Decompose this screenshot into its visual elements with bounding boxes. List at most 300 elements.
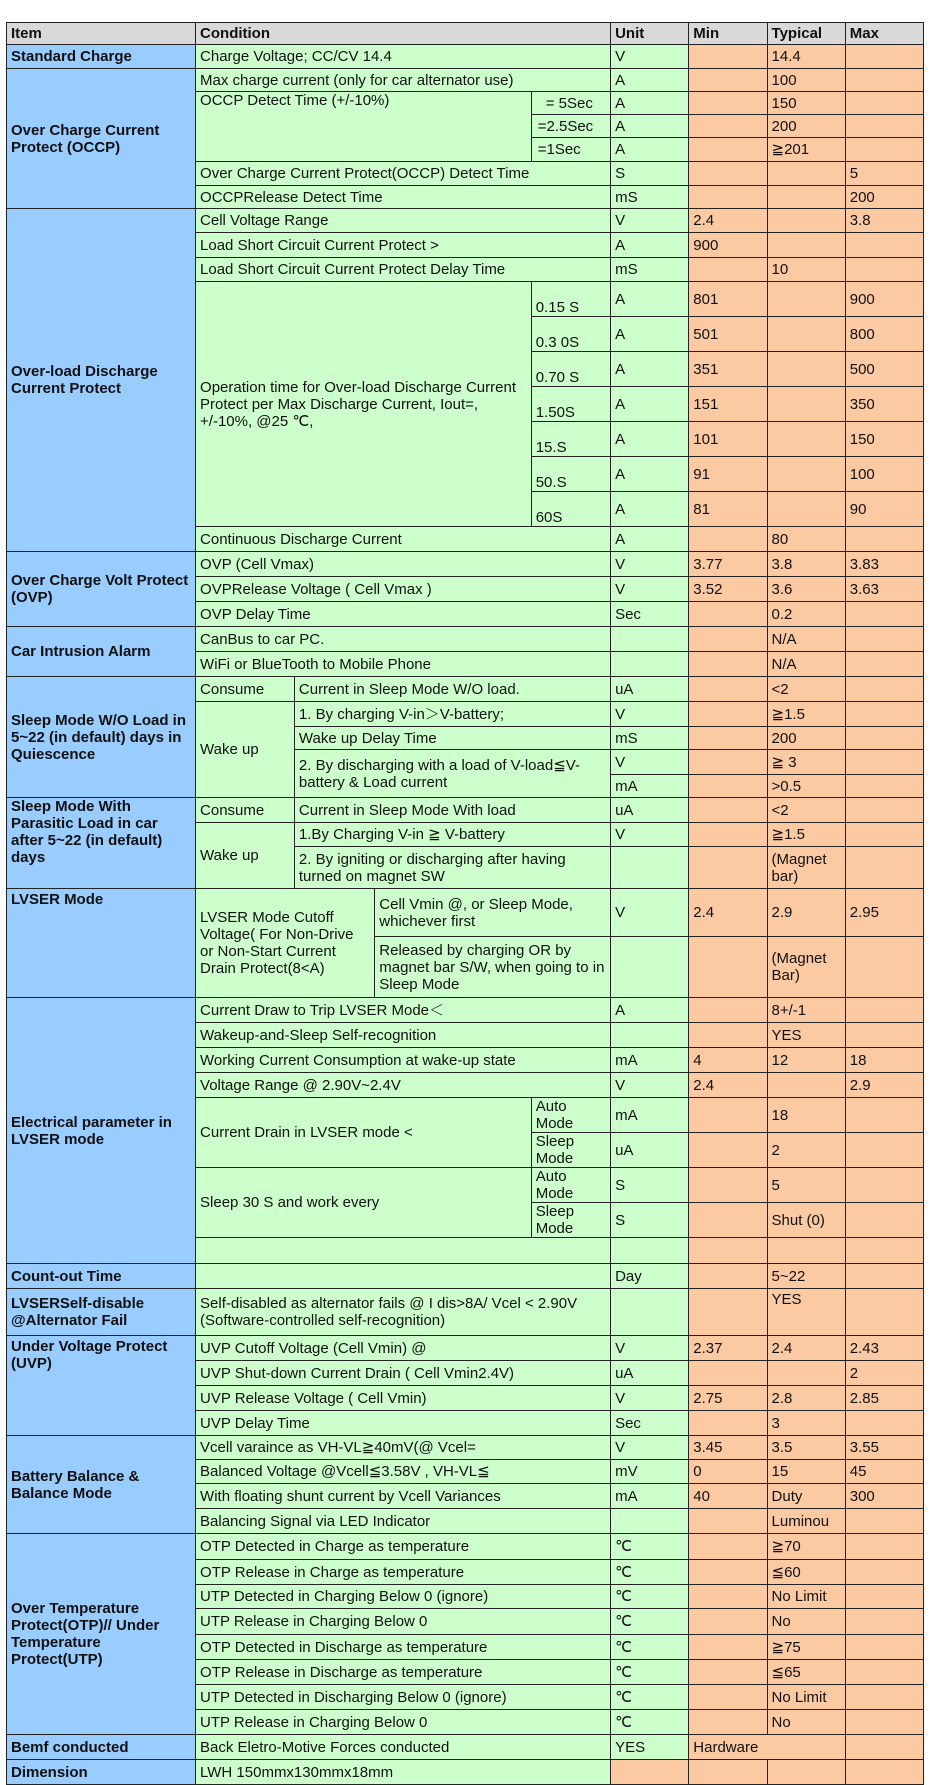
typical-cell: 14.4 bbox=[767, 45, 845, 69]
max-cell bbox=[845, 233, 923, 258]
unit-cell bbox=[611, 1509, 689, 1534]
unit-cell: Sec bbox=[611, 1411, 689, 1436]
max-cell bbox=[845, 823, 923, 847]
typical-cell: ≧70 bbox=[767, 1534, 845, 1560]
min-cell bbox=[689, 937, 767, 998]
unit-cell: A bbox=[611, 282, 689, 317]
typical-cell: Shut (0) bbox=[767, 1203, 845, 1238]
sub-condition-cell: Sleep Mode bbox=[531, 1133, 610, 1168]
table-row bbox=[7, 1336, 924, 1361]
max-cell: 2 bbox=[845, 1361, 923, 1386]
unit-cell: V bbox=[611, 1073, 689, 1098]
table-row bbox=[7, 627, 924, 652]
spec-table bbox=[6, 22, 924, 1785]
table-row bbox=[7, 1760, 924, 1785]
condition-cell: Continuous Discharge Current bbox=[196, 527, 611, 552]
max-cell bbox=[845, 1735, 923, 1760]
unit-cell: V bbox=[611, 577, 689, 602]
condition-cell: Current in Sleep Mode W/O load. bbox=[294, 677, 610, 702]
min-cell bbox=[689, 775, 767, 798]
max-cell bbox=[845, 1635, 923, 1660]
min-cell: 900 bbox=[689, 233, 767, 258]
max-cell bbox=[845, 1133, 923, 1168]
item-standard-charge: Standard Charge bbox=[7, 45, 196, 69]
min-cell bbox=[689, 1760, 767, 1785]
unit-cell: ℃ bbox=[611, 1685, 689, 1710]
typical-cell: 200 bbox=[767, 115, 845, 138]
item-car-intrusion-alarm: Car Intrusion Alarm bbox=[7, 627, 196, 677]
unit-cell: V bbox=[611, 750, 689, 775]
typical-cell: (Magnet Bar) bbox=[767, 937, 845, 998]
sub-condition-cell bbox=[531, 352, 610, 387]
min-cell bbox=[689, 1289, 767, 1336]
unit-cell bbox=[611, 847, 689, 889]
header-min: Min bbox=[689, 23, 767, 45]
wake-up-label: Wake up bbox=[196, 823, 295, 889]
unit-cell: A bbox=[611, 457, 689, 492]
unit-cell bbox=[611, 1023, 689, 1048]
typical-cell: ≧1.5 bbox=[767, 702, 845, 727]
max-cell: 2.43 bbox=[845, 1336, 923, 1361]
min-cell bbox=[689, 998, 767, 1023]
unit-cell: A bbox=[611, 115, 689, 138]
condition-cell: Current in Sleep Mode With load bbox=[294, 798, 610, 823]
max-cell bbox=[845, 775, 923, 798]
table-row bbox=[7, 1264, 924, 1289]
typical-cell bbox=[767, 492, 845, 527]
max-cell bbox=[845, 602, 923, 627]
typical-cell: 2.8 bbox=[767, 1386, 845, 1411]
sub-condition-cell bbox=[531, 492, 610, 527]
condition-cell: Load Short Circuit Current Protect > bbox=[196, 233, 611, 258]
min-cell bbox=[689, 627, 767, 652]
max-cell bbox=[845, 1760, 923, 1785]
sub-condition-cell bbox=[531, 317, 610, 352]
max-cell bbox=[845, 847, 923, 889]
typical-cell: ≧75 bbox=[767, 1635, 845, 1660]
condition-cell: 1.By Charging V-in ≧ V-battery bbox=[294, 823, 610, 847]
min-cell bbox=[689, 1710, 767, 1735]
max-cell bbox=[845, 1168, 923, 1203]
condition-cell: Current Draw to Trip LVSER Mode＜ bbox=[196, 998, 611, 1023]
max-cell bbox=[845, 1411, 923, 1436]
min-cell: 501 bbox=[689, 317, 767, 352]
sub-condition-value: 0.70 S bbox=[535, 369, 580, 386]
item-overload: Over-load Discharge Current Protect bbox=[7, 209, 196, 552]
sub-condition-value: 60S bbox=[535, 509, 563, 526]
unit-cell bbox=[611, 652, 689, 677]
condition-cell: OTP Detected in Charge as temperature bbox=[196, 1534, 611, 1560]
condition-cell: UTP Release in Charging Below 0 bbox=[196, 1710, 611, 1735]
condition-cell bbox=[196, 1264, 611, 1289]
unit-cell: A bbox=[611, 422, 689, 457]
table-row bbox=[7, 677, 924, 702]
max-cell: 800 bbox=[845, 317, 923, 352]
item-lvser-self-disable: LVSERSelf-disable @Alternator Fail bbox=[7, 1289, 196, 1336]
wake-up-label: Wake up bbox=[196, 702, 295, 798]
item-ovp: Over Charge Volt Protect (OVP) bbox=[7, 552, 196, 627]
consume-label: Consume bbox=[196, 798, 295, 823]
unit-cell: ℃ bbox=[611, 1560, 689, 1585]
min-cell bbox=[689, 186, 767, 209]
condition-cell: Wake up Delay Time bbox=[294, 727, 610, 750]
min-cell bbox=[689, 1635, 767, 1660]
condition-cell: Over Charge Current Protect(OCCP) Detect Time bbox=[196, 162, 611, 186]
unit-cell: A bbox=[611, 92, 689, 115]
min-cell bbox=[689, 1264, 767, 1289]
unit-cell: V bbox=[611, 1386, 689, 1411]
unit-cell: A bbox=[611, 352, 689, 387]
condition-cell: OVP Delay Time bbox=[196, 602, 611, 627]
item-lvser-mode: LVSER Mode bbox=[7, 889, 196, 998]
unit-cell: ℃ bbox=[611, 1660, 689, 1685]
min-cell bbox=[689, 527, 767, 552]
condition-cell: WiFi or BlueTooth to Mobile Phone bbox=[196, 652, 611, 677]
condition-cell: OTP Release in Discharge as temperature bbox=[196, 1660, 611, 1685]
min-cell: 801 bbox=[689, 282, 767, 317]
unit-cell: S bbox=[611, 1203, 689, 1238]
max-cell bbox=[845, 258, 923, 282]
typical-cell: 18 bbox=[767, 1098, 845, 1133]
max-cell: 2.85 bbox=[845, 1386, 923, 1411]
table-row bbox=[7, 552, 924, 577]
min-cell: 40 bbox=[689, 1484, 767, 1509]
unit-cell: ℃ bbox=[611, 1609, 689, 1635]
unit-cell: mS bbox=[611, 186, 689, 209]
condition-cell: 1. By charging V-in＞V-battery; bbox=[294, 702, 610, 727]
unit-cell: V bbox=[611, 209, 689, 233]
max-cell bbox=[845, 727, 923, 750]
condition-cell: OTP Detected in Discharge as temperature bbox=[196, 1635, 611, 1660]
typical-cell: >0.5 bbox=[767, 775, 845, 798]
min-cell bbox=[689, 162, 767, 186]
condition-cell: Operation time for Over-load Discharge Current Protect per Max Discharge Current, Iout=, +/-10%, @25 ℃, bbox=[196, 282, 532, 527]
typical-cell: N/A bbox=[767, 627, 845, 652]
header-condition: Condition bbox=[196, 23, 611, 45]
typical-cell: 8+/-1 bbox=[767, 998, 845, 1023]
max-cell: 18 bbox=[845, 1048, 923, 1073]
sub-condition-value: 1.50S bbox=[535, 404, 575, 421]
unit-cell bbox=[611, 1760, 689, 1785]
unit-cell: YES bbox=[611, 1735, 689, 1760]
typical-cell bbox=[767, 233, 845, 258]
condition-cell: Released by charging OR by magnet bar S/W, when going to in Sleep Mode bbox=[375, 937, 611, 998]
typical-cell bbox=[767, 457, 845, 492]
min-cell: 3.77 bbox=[689, 552, 767, 577]
condition-cell: OTP Release in Charge as temperature bbox=[196, 1560, 611, 1585]
max-cell: 90 bbox=[845, 492, 923, 527]
max-cell: 3.63 bbox=[845, 577, 923, 602]
sub-condition-cell: =1Sec bbox=[531, 138, 610, 162]
item-battery-balance: Battery Balance & Balance Mode bbox=[7, 1436, 196, 1534]
unit-cell: V bbox=[611, 45, 689, 69]
min-cell bbox=[689, 45, 767, 69]
unit-cell: V bbox=[611, 702, 689, 727]
typical-cell bbox=[767, 422, 845, 457]
unit-cell: uA bbox=[611, 677, 689, 702]
condition-cell: Cell Vmin @, or Sleep Mode, whichever first bbox=[375, 889, 611, 937]
max-cell bbox=[845, 1585, 923, 1609]
min-cell bbox=[689, 1609, 767, 1635]
max-cell bbox=[845, 1289, 923, 1336]
unit-cell: mA bbox=[611, 1098, 689, 1133]
min-cell: 3.45 bbox=[689, 1436, 767, 1460]
header-unit: Unit bbox=[611, 23, 689, 45]
typical-cell: Duty bbox=[767, 1484, 845, 1509]
max-cell bbox=[845, 1685, 923, 1710]
typical-cell: 3.8 bbox=[767, 552, 845, 577]
condition-cell: Sleep 30 S and work every bbox=[196, 1168, 532, 1238]
typical-cell: ≦65 bbox=[767, 1660, 845, 1685]
condition-cell: With floating shunt current by Vcell Variances bbox=[196, 1484, 611, 1509]
condition-cell: Max charge current (only for car alternator use) bbox=[196, 69, 611, 92]
min-cell bbox=[689, 1560, 767, 1585]
sub-condition-value: 15.S bbox=[535, 439, 567, 456]
unit-cell: A bbox=[611, 233, 689, 258]
header-row bbox=[7, 23, 924, 45]
unit-cell: V bbox=[611, 552, 689, 577]
sub-condition-value: 0.15 S bbox=[535, 299, 580, 316]
unit-cell bbox=[611, 1289, 689, 1336]
min-cell bbox=[689, 727, 767, 750]
min-cell bbox=[689, 1023, 767, 1048]
unit-cell: A bbox=[611, 387, 689, 422]
unit-cell bbox=[611, 937, 689, 998]
min-cell: Hardware bbox=[689, 1735, 845, 1760]
typical-cell: No Limit bbox=[767, 1585, 845, 1609]
min-cell bbox=[689, 1585, 767, 1609]
max-cell bbox=[845, 45, 923, 69]
typical-cell: 5~22 bbox=[767, 1264, 845, 1289]
unit-cell: mA bbox=[611, 1048, 689, 1073]
item-bemf-conducted: Bemf conducted bbox=[7, 1735, 196, 1760]
typical-cell: ≧1.5 bbox=[767, 823, 845, 847]
condition-cell: UTP Detected in Charging Below 0 (ignore) bbox=[196, 1585, 611, 1609]
condition-cell: OVP (Cell Vmax) bbox=[196, 552, 611, 577]
typical-cell bbox=[767, 162, 845, 186]
header-item: Item bbox=[7, 23, 196, 45]
unit-cell bbox=[611, 627, 689, 652]
table-row bbox=[7, 1436, 924, 1460]
max-cell bbox=[845, 627, 923, 652]
typical-cell: 2 bbox=[767, 1133, 845, 1168]
min-cell bbox=[689, 702, 767, 727]
max-cell: 200 bbox=[845, 186, 923, 209]
min-cell bbox=[689, 1660, 767, 1685]
min-cell bbox=[689, 847, 767, 889]
max-cell bbox=[845, 750, 923, 775]
min-cell bbox=[689, 1238, 767, 1264]
max-cell bbox=[845, 798, 923, 823]
unit-cell: A bbox=[611, 317, 689, 352]
typical-cell bbox=[767, 387, 845, 422]
min-cell bbox=[689, 1411, 767, 1436]
typical-cell bbox=[767, 209, 845, 233]
unit-cell: V bbox=[611, 823, 689, 847]
table-row bbox=[7, 889, 924, 937]
unit-cell: S bbox=[611, 1168, 689, 1203]
condition-cell: Vcell varaince as VH-VL≧40mV(@ Vcel= bbox=[196, 1436, 611, 1460]
unit-cell: V bbox=[611, 889, 689, 937]
consume-label: Consume bbox=[196, 677, 295, 702]
min-cell: 2.4 bbox=[689, 209, 767, 233]
typical-cell bbox=[767, 282, 845, 317]
sub-condition-cell: Auto Mode bbox=[531, 1098, 610, 1133]
unit-cell: uA bbox=[611, 1361, 689, 1386]
table-row bbox=[7, 998, 924, 1023]
typical-cell: 200 bbox=[767, 727, 845, 750]
typical-cell: 2.9 bbox=[767, 889, 845, 937]
max-cell bbox=[845, 1509, 923, 1534]
sub-condition-cell: =2.5Sec bbox=[531, 115, 610, 138]
max-cell bbox=[845, 677, 923, 702]
typical-cell: ≧ 3 bbox=[767, 750, 845, 775]
min-cell: 91 bbox=[689, 457, 767, 492]
min-cell bbox=[689, 652, 767, 677]
unit-cell: V bbox=[611, 1336, 689, 1361]
item-sleep-mode-with-load: Sleep Mode With Parasitic Load in car after 5~22 (in default) days bbox=[7, 798, 196, 889]
typical-cell: 12 bbox=[767, 1048, 845, 1073]
min-cell bbox=[689, 602, 767, 627]
max-cell bbox=[845, 138, 923, 162]
typical-cell: <2 bbox=[767, 798, 845, 823]
min-cell bbox=[689, 69, 767, 92]
max-cell bbox=[845, 1560, 923, 1585]
condition-cell: Working Current Consumption at wake-up state bbox=[196, 1048, 611, 1073]
typical-cell: No Limit bbox=[767, 1685, 845, 1710]
item-otp-utp: Over Temperature Protect(OTP)// Under Temperature Protect(UTP) bbox=[7, 1534, 196, 1735]
max-cell: 5 bbox=[845, 162, 923, 186]
condition-cell: LVSER Mode Cutoff Voltage( For Non-Drive or Non-Start Current Drain Protect(8<A) bbox=[196, 889, 375, 998]
condition-cell: Current Drain in LVSER mode < bbox=[196, 1098, 532, 1168]
condition-cell: Voltage Range @ 2.90V~2.4V bbox=[196, 1073, 611, 1098]
typical-cell: 3.5 bbox=[767, 1436, 845, 1460]
unit-cell: uA bbox=[611, 1133, 689, 1168]
min-cell: 2.4 bbox=[689, 889, 767, 937]
max-cell bbox=[845, 937, 923, 998]
condition-cell bbox=[196, 1238, 611, 1264]
min-cell bbox=[689, 1098, 767, 1133]
max-cell bbox=[845, 527, 923, 552]
condition-cell: UTP Detected in Discharging Below 0 (ignore) bbox=[196, 1685, 611, 1710]
max-cell: 100 bbox=[845, 457, 923, 492]
sub-condition-cell bbox=[531, 282, 610, 317]
unit-cell: A bbox=[611, 138, 689, 162]
unit-cell: mS bbox=[611, 258, 689, 282]
max-cell bbox=[845, 1710, 923, 1735]
max-cell: 3.83 bbox=[845, 552, 923, 577]
typical-cell: 3.6 bbox=[767, 577, 845, 602]
condition-cell: Load Short Circuit Current Protect Delay Time bbox=[196, 258, 611, 282]
item-electrical-parameter: Electrical parameter in LVSER mode bbox=[7, 998, 196, 1264]
sub-condition-cell: Sleep Mode bbox=[531, 1203, 610, 1238]
max-cell bbox=[845, 1660, 923, 1685]
unit-cell: uA bbox=[611, 798, 689, 823]
max-cell bbox=[845, 1023, 923, 1048]
max-cell: 3.55 bbox=[845, 1436, 923, 1460]
unit-cell: mS bbox=[611, 727, 689, 750]
condition-cell: Cell Voltage Range bbox=[196, 209, 611, 233]
typical-cell bbox=[767, 186, 845, 209]
unit-cell bbox=[611, 1238, 689, 1264]
max-cell: 500 bbox=[845, 352, 923, 387]
unit-cell: A bbox=[611, 998, 689, 1023]
item-sleep-mode-wo-load: Sleep Mode W/O Load in 5~22 (in default) days in Quiescence bbox=[7, 677, 196, 798]
typical-cell bbox=[767, 1073, 845, 1098]
max-cell: 2.95 bbox=[845, 889, 923, 937]
unit-cell: ℃ bbox=[611, 1710, 689, 1735]
sub-condition-value: 0.3 0S bbox=[535, 334, 580, 351]
min-cell bbox=[689, 138, 767, 162]
min-cell bbox=[689, 823, 767, 847]
unit-cell: V bbox=[611, 1436, 689, 1460]
max-cell: 900 bbox=[845, 282, 923, 317]
typical-cell: 5 bbox=[767, 1168, 845, 1203]
typical-cell bbox=[767, 352, 845, 387]
min-cell: 81 bbox=[689, 492, 767, 527]
typical-cell: 80 bbox=[767, 527, 845, 552]
unit-cell: ℃ bbox=[611, 1635, 689, 1660]
max-cell: 300 bbox=[845, 1484, 923, 1509]
typical-cell: (Magnet bar) bbox=[767, 847, 845, 889]
unit-cell: Day bbox=[611, 1264, 689, 1289]
condition-cell: OCCP Detect Time (+/-10%) bbox=[196, 92, 532, 162]
sub-condition-cell: Auto Mode bbox=[531, 1168, 610, 1203]
unit-cell: Sec bbox=[611, 602, 689, 627]
table-row bbox=[7, 1534, 924, 1560]
item-occp: Over Charge Current Protect (OCCP) bbox=[7, 69, 196, 209]
min-cell bbox=[689, 1509, 767, 1534]
condition-cell: Charge Voltage; CC/CV 14.4 bbox=[196, 45, 611, 69]
min-cell bbox=[689, 750, 767, 775]
max-cell bbox=[845, 1264, 923, 1289]
condition-cell: LWH 150mmx130mmx18mm bbox=[196, 1760, 611, 1785]
min-cell bbox=[689, 115, 767, 138]
max-cell bbox=[845, 69, 923, 92]
max-cell: 150 bbox=[845, 422, 923, 457]
unit-cell: A bbox=[611, 527, 689, 552]
max-cell bbox=[845, 92, 923, 115]
min-cell bbox=[689, 258, 767, 282]
min-cell: 2.75 bbox=[689, 1386, 767, 1411]
max-cell bbox=[845, 1203, 923, 1238]
min-cell bbox=[689, 1534, 767, 1560]
unit-cell: mA bbox=[611, 1484, 689, 1509]
unit-cell: ℃ bbox=[611, 1585, 689, 1609]
typical-cell: YES bbox=[767, 1289, 845, 1336]
table-row bbox=[7, 69, 924, 92]
sub-condition-cell: = 5Sec bbox=[531, 92, 610, 115]
table-row bbox=[7, 798, 924, 823]
max-cell bbox=[845, 115, 923, 138]
min-cell bbox=[689, 1361, 767, 1386]
condition-cell: OCCPRelease Detect Time bbox=[196, 186, 611, 209]
sub-condition-value: 50.S bbox=[535, 474, 567, 491]
typical-cell: ≧201 bbox=[767, 138, 845, 162]
condition-cell: UVP Cutoff Voltage (Cell Vmin) @ bbox=[196, 1336, 611, 1361]
unit-cell: S bbox=[611, 162, 689, 186]
max-cell bbox=[845, 702, 923, 727]
min-cell bbox=[689, 1168, 767, 1203]
condition-cell: Balanced Voltage @Vcell≦3.58V , VH-VL≦ bbox=[196, 1460, 611, 1484]
condition-cell: 2. By discharging with a load of V-load≦V-battery & Load current bbox=[294, 750, 610, 798]
typical-cell bbox=[767, 1238, 845, 1264]
unit-cell: A bbox=[611, 69, 689, 92]
max-cell bbox=[845, 1534, 923, 1560]
typical-cell: N/A bbox=[767, 652, 845, 677]
table-row bbox=[7, 1289, 924, 1336]
max-cell: 350 bbox=[845, 387, 923, 422]
